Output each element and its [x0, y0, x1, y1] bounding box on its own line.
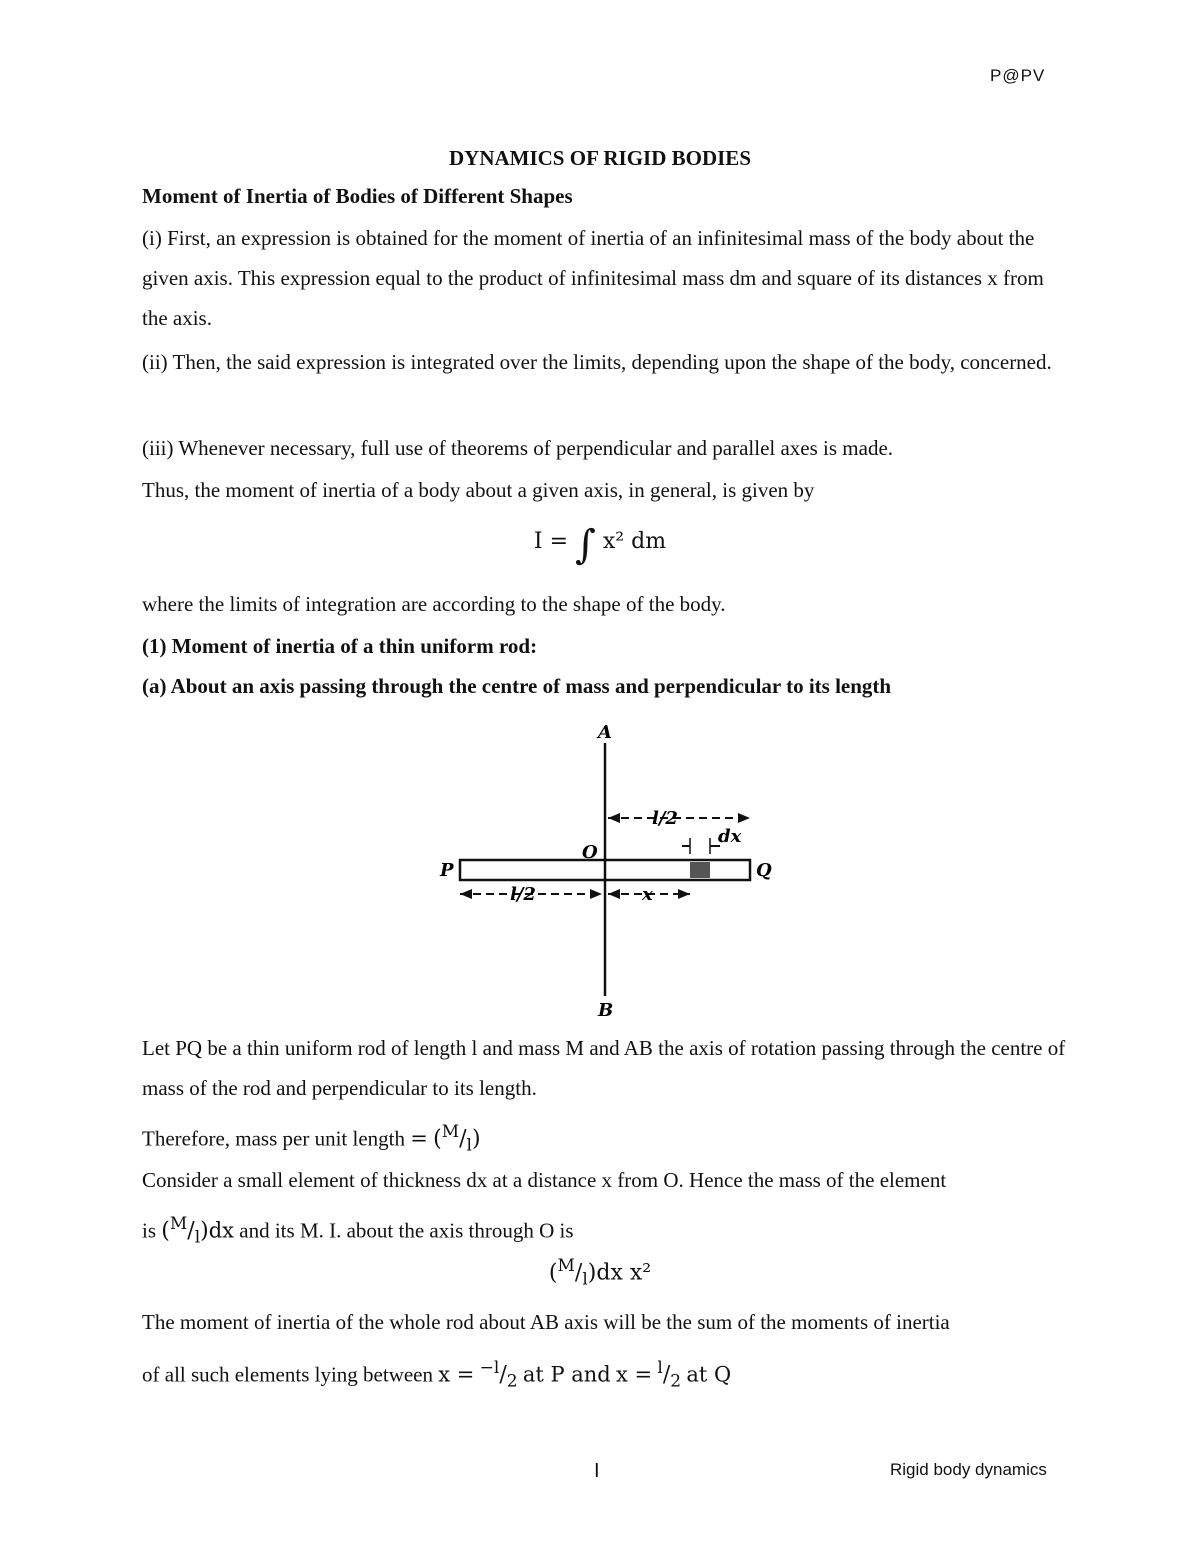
dx-term: dx [208, 1218, 235, 1243]
label-p: P [440, 860, 454, 881]
limits-paragraph: where the limits of integration are according to the shape of the body. [142, 592, 726, 616]
element-moi-formula [0, 1256, 1200, 1290]
page-number: I [594, 1460, 600, 1482]
limits-line [142, 1348, 1072, 1402]
subheading-thin-rod: (1) Moment of inertia of a thin uniform rod: [142, 634, 538, 658]
denominator: 2 [506, 1371, 518, 1392]
step-2-paragraph: (ii) Then, the said expression is integrated over the limits, depending upon the shape of the body, concerned. [142, 350, 1052, 374]
moment-whole-paragraph: The moment of inertia of the whole rod about AB axis will be the sum of the moments of inertia [142, 1310, 950, 1334]
general-moi-formula [0, 522, 1200, 568]
label-o: O [582, 842, 598, 863]
page-title: DYNAMICS OF RIGID BODIES [448, 146, 751, 170]
half-l: $^l/_2$ [657, 1358, 682, 1392]
is-line-rest: and its M. I. about the axis through O is [239, 1218, 574, 1243]
integral-sign: ∫ [575, 522, 596, 568]
numerator: M [441, 1122, 460, 1142]
element-dx [690, 862, 710, 878]
formula-tail: dx x² [596, 1260, 652, 1286]
numerator: M [557, 1256, 575, 1276]
header-author: P@PV [990, 66, 1046, 85]
is-line [142, 1204, 1072, 1258]
limits-text: of all such elements lying between [142, 1362, 433, 1387]
section-heading: Moment of Inertia of Bodies of Different Shapes [142, 184, 573, 208]
at-p: at P and [522, 1362, 611, 1387]
fraction-m-over-l: $(^M/_l)$ [433, 1122, 481, 1156]
thus-paragraph: Thus, the moment of inertia of a body about a given axis, in general, is given by [142, 478, 815, 502]
x-equals: x = [438, 1362, 475, 1387]
label-x: x [642, 884, 653, 905]
mass-per-length-line [142, 1112, 1072, 1166]
label-a: A [598, 722, 612, 743]
arrow-head [590, 889, 602, 899]
is-prefix: is [142, 1218, 157, 1243]
label-half-right: l/2 [652, 808, 678, 829]
numerator: M [169, 1214, 188, 1234]
step-3-paragraph: (iii) Whenever necessary, full use of theorems of perpendicular and parallel axes is made. [142, 436, 894, 460]
denominator: 2 [670, 1371, 682, 1392]
x-equals: x = [616, 1362, 653, 1387]
minus-half-l: $^{-l}/_2$ [479, 1358, 518, 1392]
footer-title: Rigid body dynamics [890, 1460, 1047, 1479]
step-1-paragraph: (i) First, an expression is obtained for the moment of inertia of an infinitesimal mass of the body about the given axis. This expression equal to the product of infinitesimal mass dm and square of its distances x from the axis. [142, 226, 1044, 330]
rod-diagram [420, 718, 800, 1024]
label-dx: dx [718, 826, 742, 847]
arrow-head [608, 813, 620, 823]
denominator: l [466, 1135, 472, 1156]
let-pq-paragraph: Let PQ be a thin uniform rod of length l and mass M and AB the axis of rotation passing through the centre of mass of the rod and perpendicular to its length. [142, 1036, 1066, 1100]
arrow-head [460, 889, 472, 899]
denominator: l [194, 1227, 201, 1248]
numerator: l [657, 1358, 663, 1378]
label-b: B [598, 1000, 614, 1021]
equals: = [410, 1126, 428, 1151]
therefore-text: Therefore, mass per unit length [142, 1126, 405, 1151]
arrow-head [608, 889, 620, 899]
label-half-left: l/2 [510, 884, 536, 905]
subheading-axis-centre: (a) About an axis passing through the centre of mass and perpendicular to its length [142, 674, 892, 698]
label-q: Q [756, 860, 772, 881]
numerator: −l [479, 1358, 500, 1378]
fraction-m-over-l: $(^M/_l)$ [548, 1256, 597, 1290]
arrow-head [738, 813, 750, 823]
formula-lhs: I = [533, 529, 569, 554]
at-q: at Q [686, 1362, 732, 1387]
consider-paragraph: Consider a small element of thickness dx at a distance x from O. Hence the mass of the element [142, 1168, 947, 1192]
formula-body: x² dm [602, 529, 667, 554]
arrow-head [678, 889, 690, 899]
denominator: l [582, 1269, 588, 1290]
fraction-m-over-l: $(^M/_l)$ [161, 1214, 209, 1248]
